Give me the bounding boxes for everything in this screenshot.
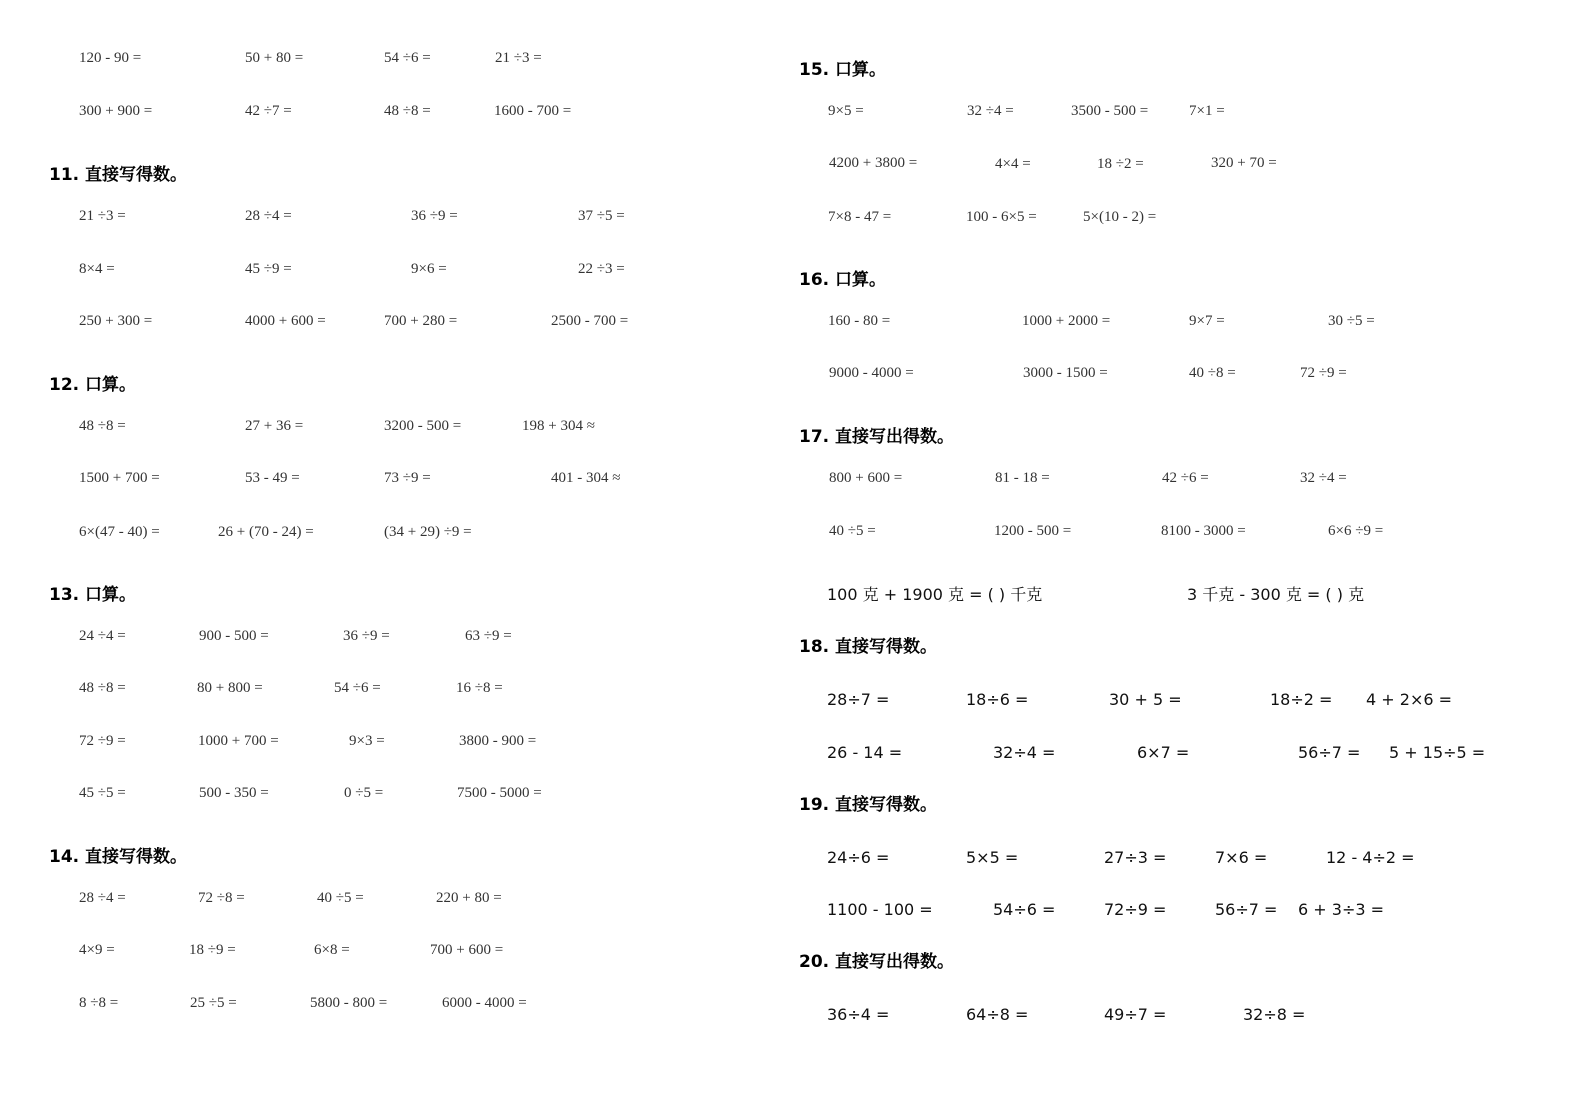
problem: 160 - 80 = — [828, 313, 891, 329]
problem: 220 + 80 = — [436, 890, 502, 906]
problem: 8100 - 3000 = — [1161, 523, 1246, 539]
problem: 36 ÷9 = — [411, 208, 458, 224]
problem: 2500 - 700 = — [551, 313, 629, 329]
problem: 36 ÷9 = — [343, 628, 390, 644]
problem: 6×6 ÷9 = — [1328, 523, 1384, 539]
problem: 28÷7 = — [827, 690, 890, 709]
problem: 72 ÷9 = — [79, 733, 126, 749]
problem: 300 + 900 = — [79, 103, 153, 119]
problem: 81 - 18 = — [995, 470, 1050, 486]
problem: 500 - 350 = — [199, 785, 269, 801]
problem: 24 ÷4 = — [79, 628, 126, 644]
problem: 9000 - 4000 = — [829, 365, 914, 381]
problem: 9×7 = — [1189, 313, 1225, 329]
section-title: 14. 直接写得数。 — [49, 847, 188, 867]
problem: 26 + (70 - 24) = — [218, 524, 314, 540]
problem: 30 + 5 = — [1109, 690, 1182, 709]
problem: 5 + 15÷5 = — [1389, 743, 1486, 762]
problem: 45 ÷5 = — [79, 785, 126, 801]
problem: 120 - 90 = — [79, 50, 142, 66]
problem: 1200 - 500 = — [994, 523, 1072, 539]
problem: 22 ÷3 = — [578, 261, 625, 277]
problem: 21 ÷3 = — [495, 50, 542, 66]
problem: 56÷7 = — [1215, 900, 1278, 919]
problem: 16 ÷8 = — [456, 680, 503, 696]
problem: 3 千克 - 300 克 = ( ) 克 — [1187, 585, 1365, 604]
problem: 320 + 70 = — [1211, 155, 1277, 171]
problem: 42 ÷7 = — [245, 103, 292, 119]
problem: 72 ÷9 = — [1300, 365, 1347, 381]
section-title: 12. 口算。 — [49, 375, 137, 395]
problem: 3000 - 1500 = — [1023, 365, 1108, 381]
problem: 1500 + 700 = — [79, 470, 160, 486]
problem: 198 + 304 ≈ — [522, 418, 595, 434]
section-title: 13. 口算。 — [49, 585, 137, 605]
problem: 6×7 = — [1137, 743, 1190, 762]
problem: 4 + 2×6 = — [1366, 690, 1453, 709]
problem: 4200 + 3800 = — [829, 155, 918, 171]
problem: 40 ÷5 = — [829, 523, 876, 539]
problem: 6 + 3÷3 = — [1298, 900, 1385, 919]
problem: 63 ÷9 = — [465, 628, 512, 644]
section-title: 11. 直接写得数。 — [49, 165, 188, 185]
problem: 9×3 = — [349, 733, 385, 749]
problem: 32÷4 = — [993, 743, 1056, 762]
problem: 401 - 304 ≈ — [551, 470, 621, 486]
problem: 5×5 = — [966, 848, 1019, 867]
problem: 45 ÷9 = — [245, 261, 292, 277]
problem: 32 ÷4 = — [1300, 470, 1347, 486]
problem: 4×4 = — [995, 156, 1031, 172]
problem: 18÷2 = — [1270, 690, 1333, 709]
problem: 40 ÷8 = — [1189, 365, 1236, 381]
problem: 6×(47 - 40) = — [79, 524, 160, 540]
problem: (34 + 29) ÷9 = — [384, 524, 472, 540]
problem: 12 - 4÷2 = — [1326, 848, 1415, 867]
problem: 48 ÷8 = — [79, 418, 126, 434]
problem: 21 ÷3 = — [79, 208, 126, 224]
problem: 54 ÷6 = — [334, 680, 381, 696]
problem: 27 + 36 = — [245, 418, 304, 434]
problem: 250 + 300 = — [79, 313, 153, 329]
problem: 6×8 = — [314, 942, 350, 958]
problem: 48 ÷8 = — [79, 680, 126, 696]
problem: 7×6 = — [1215, 848, 1268, 867]
problem: 1000 + 700 = — [198, 733, 279, 749]
problem: 18÷6 = — [966, 690, 1029, 709]
problem: 18 ÷9 = — [189, 942, 236, 958]
problem: 25 ÷5 = — [190, 995, 237, 1011]
section-title: 16. 口算。 — [799, 270, 887, 290]
problem: 54÷6 = — [993, 900, 1056, 919]
problem: 700 + 600 = — [430, 942, 504, 958]
problem: 42 ÷6 = — [1162, 470, 1209, 486]
section-title: 15. 口算。 — [799, 60, 887, 80]
problem: 72÷9 = — [1104, 900, 1167, 919]
problem: 4×9 = — [79, 942, 115, 958]
problem: 3500 - 500 = — [1071, 103, 1149, 119]
problem: 6000 - 4000 = — [442, 995, 527, 1011]
problem: 700 + 280 = — [384, 313, 458, 329]
problem: 800 + 600 = — [829, 470, 903, 486]
problem: 100 克 + 1900 克 = ( ) 千克 — [827, 585, 1043, 604]
problem: 73 ÷9 = — [384, 470, 431, 486]
problem: 9×5 = — [828, 103, 864, 119]
problem: 9×6 = — [411, 261, 447, 277]
problem: 8 ÷8 = — [79, 995, 119, 1011]
problem: 5×(10 - 2) = — [1083, 209, 1157, 225]
problem: 3800 - 900 = — [459, 733, 537, 749]
problem: 30 ÷5 = — [1328, 313, 1375, 329]
problem: 24÷6 = — [827, 848, 890, 867]
problem: 50 + 80 = — [245, 50, 304, 66]
problem: 40 ÷5 = — [317, 890, 364, 906]
problem: 26 - 14 = — [827, 743, 903, 762]
section-title: 19. 直接写得数。 — [799, 795, 938, 815]
problem: 56÷7 = — [1298, 743, 1361, 762]
problem: 36÷4 = — [827, 1005, 890, 1024]
problem: 1600 - 700 = — [494, 103, 572, 119]
problem: 3200 - 500 = — [384, 418, 462, 434]
problem: 7500 - 5000 = — [457, 785, 542, 801]
problem: 32 ÷4 = — [967, 103, 1014, 119]
problem: 37 ÷5 = — [578, 208, 625, 224]
section-title: 20. 直接写出得数。 — [799, 952, 955, 972]
problem: 32÷8 = — [1243, 1005, 1306, 1024]
problem: 27÷3 = — [1104, 848, 1167, 867]
problem: 5800 - 800 = — [310, 995, 388, 1011]
section-title: 17. 直接写出得数。 — [799, 427, 955, 447]
problem: 100 - 6×5 = — [966, 209, 1037, 225]
problem: 72 ÷8 = — [198, 890, 245, 906]
problem: 900 - 500 = — [199, 628, 269, 644]
problem: 8×4 = — [79, 261, 115, 277]
problem: 4000 + 600 = — [245, 313, 326, 329]
problem: 80 + 800 = — [197, 680, 263, 696]
problem: 28 ÷4 = — [79, 890, 126, 906]
problem: 0 ÷5 = — [344, 785, 384, 801]
section-title: 18. 直接写得数。 — [799, 637, 938, 657]
problem: 54 ÷6 = — [384, 50, 431, 66]
problem: 7×1 = — [1189, 103, 1225, 119]
problem: 18 ÷2 = — [1097, 156, 1144, 172]
problem: 28 ÷4 = — [245, 208, 292, 224]
problem: 1000 + 2000 = — [1022, 313, 1111, 329]
problem: 48 ÷8 = — [384, 103, 431, 119]
problem: 53 - 49 = — [245, 470, 300, 486]
problem: 49÷7 = — [1104, 1005, 1167, 1024]
problem: 1100 - 100 = — [827, 900, 933, 919]
problem: 7×8 - 47 = — [828, 209, 892, 225]
problem: 64÷8 = — [966, 1005, 1029, 1024]
